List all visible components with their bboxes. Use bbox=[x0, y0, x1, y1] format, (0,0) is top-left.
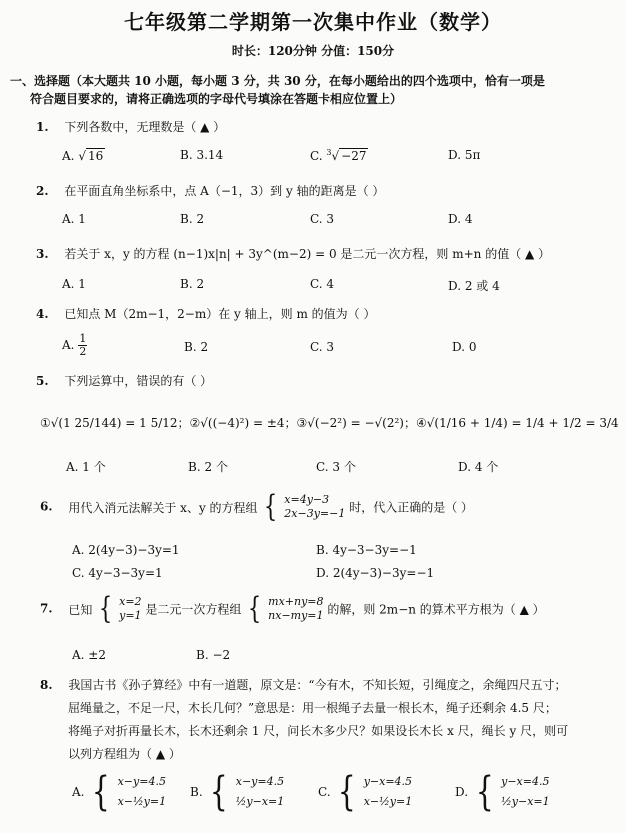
equation: ½y−x=1 bbox=[501, 795, 550, 808]
option-a[interactable] bbox=[62, 333, 87, 358]
question-3 bbox=[36, 245, 550, 262]
option-a[interactable]: A. 1 bbox=[62, 212, 86, 226]
question-8-line3: 将绳子对折再量长木，长木还剩余 1 尺，问长木多少尺？如果设长木长 x 尺，绳长 y 尺，则可 bbox=[68, 724, 569, 738]
equation: x=2 bbox=[119, 595, 142, 608]
option-c[interactable]: C. 3 bbox=[310, 340, 335, 354]
question-stem-pre: 用代入消元法解关于 x、y 的方程组 bbox=[68, 500, 258, 515]
solution-system bbox=[119, 595, 141, 623]
question-stem: 下列各数中，无理数是（ ▲ ） bbox=[64, 120, 226, 134]
option-d[interactable]: D. 4 bbox=[448, 212, 473, 226]
page-title: 七年级第二学期第一次集中作业（数学） bbox=[124, 10, 502, 34]
equation-system bbox=[118, 772, 167, 812]
option-b[interactable]: B. 2 bbox=[180, 277, 205, 291]
option-a[interactable]: A. 2(4y−3)−3y=1 bbox=[72, 543, 180, 557]
radicand: −27 bbox=[341, 149, 367, 163]
option-label: C. bbox=[310, 149, 323, 163]
question-8-line4: 以列方程组为（ ▲ ） bbox=[68, 747, 181, 761]
equation: x=4y−3 bbox=[284, 493, 330, 506]
option-c[interactable]: C. 3 bbox=[310, 212, 335, 226]
question-8-line1 bbox=[40, 676, 567, 693]
option-a[interactable]: A. 1 bbox=[62, 277, 86, 291]
option-d[interactable] bbox=[455, 769, 550, 815]
option-b[interactable]: B. −2 bbox=[196, 648, 231, 662]
equation: x−½y=1 bbox=[363, 795, 413, 808]
option-d[interactable]: D. 4 个 bbox=[458, 460, 499, 474]
expression-list: ①√(1 25/144) = 1 5/12；②√((−4)²) = ±4；③√(−2²) = −√(2²)；④√(1/16 + 1/4) = 1/4 + 1/2 = 3/4 bbox=[40, 416, 619, 430]
option-d[interactable]: D. 2(4y−3)−3y=−1 bbox=[316, 566, 435, 580]
equation-system bbox=[364, 772, 413, 812]
option-a[interactable] bbox=[62, 148, 105, 163]
brace: { bbox=[248, 591, 262, 626]
option-a[interactable]: A. 1 个 bbox=[66, 460, 106, 474]
brace: { bbox=[338, 769, 357, 815]
question-stem: 下列运算中，错误的有（ ） bbox=[64, 374, 213, 388]
option-label: A. bbox=[72, 785, 85, 799]
question-stem: 我国古书《孙子算经》中有一道题，原文是：“今有木，不知长短，引绳度之，余绳四尺五寸； bbox=[68, 678, 567, 692]
question-4 bbox=[36, 305, 375, 322]
question-2 bbox=[36, 182, 384, 199]
option-label: A. bbox=[62, 149, 75, 163]
question-number: 2. bbox=[36, 184, 49, 198]
fraction bbox=[78, 333, 87, 358]
option-c[interactable] bbox=[310, 148, 368, 163]
question-stem: 已知点 M（2m−1，2−m）在 y 轴上，则 m 的值为（ ） bbox=[64, 307, 376, 321]
question-number: 1. bbox=[36, 120, 49, 134]
brace: { bbox=[92, 769, 110, 815]
question-stem-mid: 是二元一次方程组 bbox=[145, 602, 242, 617]
equation-system bbox=[236, 772, 285, 812]
option-label: B. bbox=[190, 785, 203, 799]
exam-info: 时长：120分钟 分值：150分 bbox=[231, 44, 395, 58]
option-c[interactable] bbox=[318, 769, 413, 815]
question-stem: 若关于 x，y 的方程 (n−1)x|n| + 3y^(m−2) = 0 是二元一次方程，则 m+n 的值（ ▲ ） bbox=[64, 247, 551, 261]
question-number: 3. bbox=[36, 247, 49, 261]
option-b[interactable]: B. 2 个 bbox=[188, 460, 228, 474]
question-stem-post: 时，代入正确的是（ ） bbox=[349, 500, 474, 515]
brace: { bbox=[475, 769, 494, 815]
section-heading-line1: 一、选择题（本大题共 10 小题，每小题 3 分，共 30 分，在每小题给出的四个选项中，恰有一项是 bbox=[10, 74, 545, 88]
question-stem: 在平面直角坐标系中，点 A（−1，3）到 y 轴的距离是（ ） bbox=[64, 184, 385, 198]
option-c[interactable]: C. 3 个 bbox=[316, 460, 356, 474]
question-7 bbox=[40, 591, 545, 626]
option-d[interactable]: D. 5π bbox=[448, 148, 481, 162]
equation-system bbox=[501, 772, 550, 812]
sqrt-symbol: √ bbox=[331, 149, 340, 163]
question-number: 8. bbox=[40, 678, 53, 692]
question-number: 5. bbox=[36, 374, 49, 388]
root-index: 3 bbox=[326, 148, 332, 157]
option-b[interactable]: B. 4y−3−3y=−1 bbox=[316, 543, 417, 557]
equation: x−y=4.5 bbox=[117, 775, 166, 788]
option-b[interactable]: B. 3.14 bbox=[180, 148, 224, 162]
equation: x−y=4.5 bbox=[235, 775, 285, 788]
equation-system bbox=[284, 493, 345, 521]
question-number: 6. bbox=[40, 499, 53, 514]
section-heading-line2: 符合题目要求的，请将正确选项的字母代号填涂在答题卡相应位置上） bbox=[30, 92, 403, 106]
equation: nx−my=1 bbox=[268, 609, 324, 622]
option-b[interactable]: B. 2 bbox=[180, 212, 205, 226]
option-a[interactable]: A. ±2 bbox=[72, 648, 106, 662]
question-number: 4. bbox=[36, 307, 49, 321]
option-a[interactable] bbox=[72, 769, 167, 815]
denominator: 2 bbox=[79, 345, 87, 358]
brace: { bbox=[99, 591, 113, 626]
question-5 bbox=[36, 372, 212, 389]
equation-system bbox=[268, 595, 323, 623]
option-c[interactable]: C. 4y−3−3y=1 bbox=[72, 566, 163, 580]
equation: y=1 bbox=[119, 609, 142, 622]
brace: { bbox=[264, 489, 278, 524]
equation: mx+ny=8 bbox=[268, 595, 324, 608]
question-stem-post: 的解，则 2m−n 的算术平方根为（ ▲ ） bbox=[327, 602, 545, 617]
radicand: 16 bbox=[87, 149, 104, 163]
sqrt-symbol: √ bbox=[78, 149, 86, 163]
equation: x−½y=1 bbox=[117, 795, 167, 808]
question-1 bbox=[36, 118, 225, 135]
option-b[interactable] bbox=[190, 769, 285, 815]
option-c[interactable]: C. 4 bbox=[310, 277, 335, 291]
question-number: 7. bbox=[40, 601, 53, 616]
option-label: A. bbox=[62, 338, 75, 352]
question-stem-pre: 已知 bbox=[68, 602, 93, 617]
question-8-line2: 屈绳量之，不足一尺，木长几何？”意思是：用一根绳子去量一根长木，绳子还剩余 4.5 尺； bbox=[68, 701, 557, 715]
equation: ½y−x=1 bbox=[235, 795, 285, 808]
option-d[interactable]: D. 2 或 4 bbox=[448, 279, 500, 293]
option-label: C. bbox=[318, 785, 331, 799]
equation: y−x=4.5 bbox=[363, 775, 413, 788]
equation: y−x=4.5 bbox=[501, 775, 550, 788]
option-d[interactable]: D. 0 bbox=[452, 340, 477, 354]
brace: { bbox=[210, 769, 229, 815]
question-6 bbox=[40, 489, 474, 524]
option-b[interactable]: B. 2 bbox=[184, 340, 209, 354]
option-label: D. bbox=[455, 785, 469, 799]
equation: 2x−3y=−1 bbox=[284, 507, 346, 520]
numerator: 1 bbox=[79, 332, 87, 345]
